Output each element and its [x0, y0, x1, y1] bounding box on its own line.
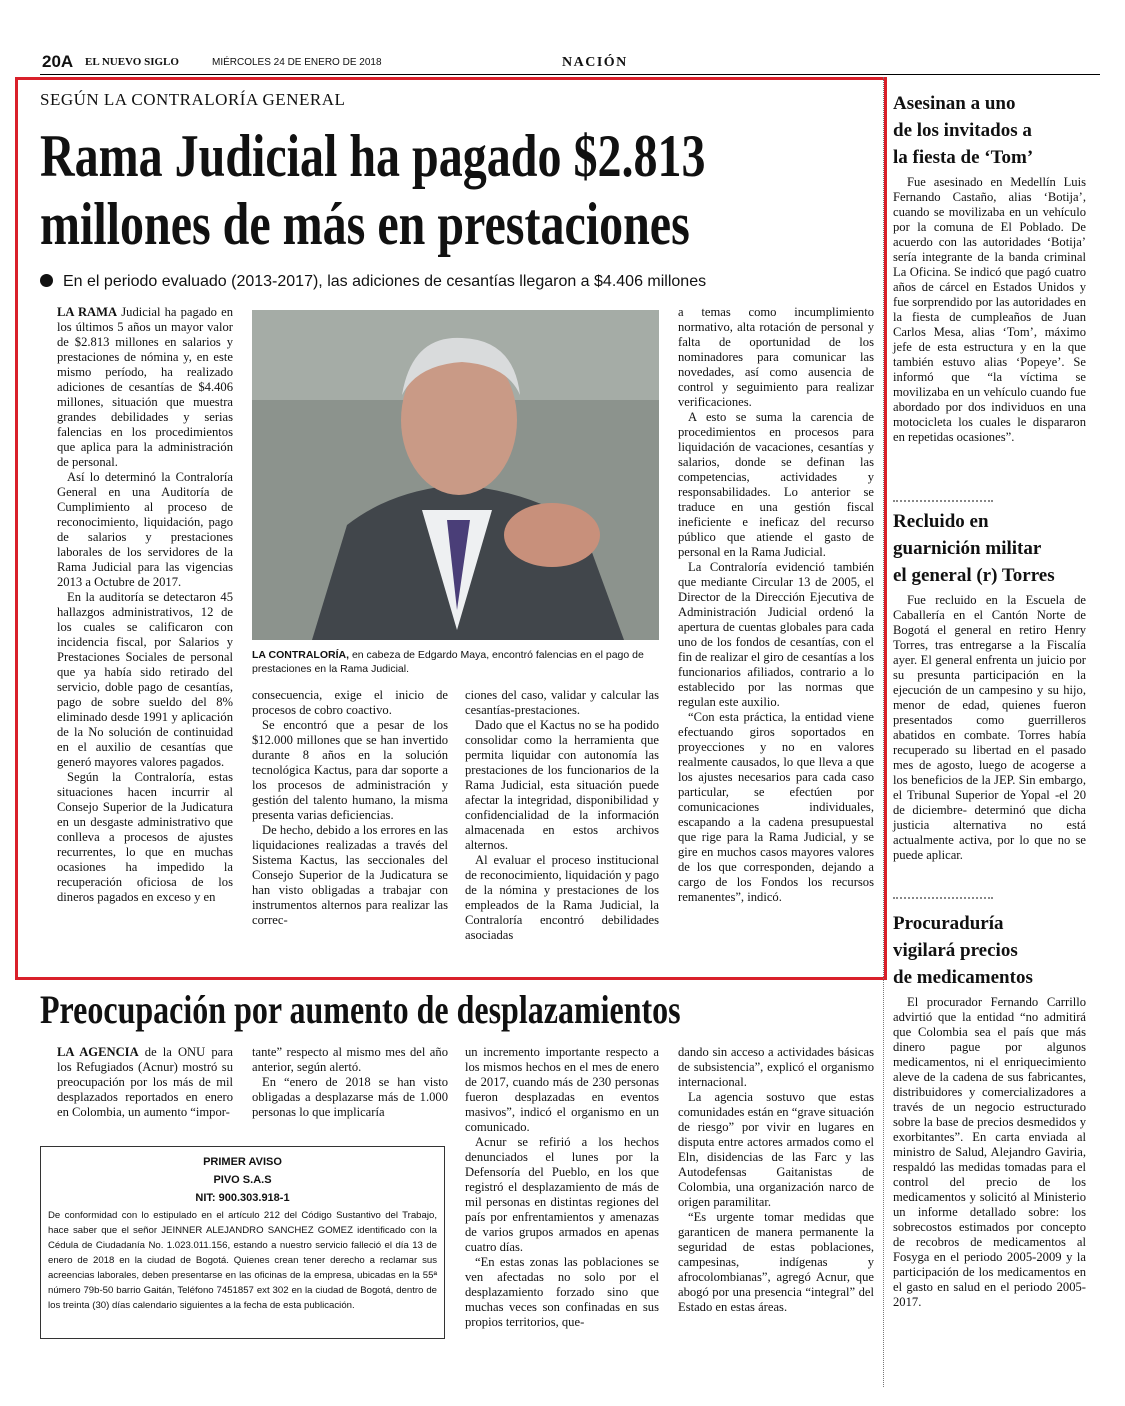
paragraph-text: Judicial ha pagado en los últimos 5 años un mayor valor de $2.813 millones en salarios y prestaciones de nómina y, en este mismo período, ha realizado adiciones de cesantías de $4.406 millones, situación que muestra grandes debilidades y serias falencias en los procedimientos que aplica para la administración de personal.: [57, 305, 233, 469]
paragraph: La agencia sostuvo que estas comunidades están en “grave situación de riesgo” por vivir en lugares en disputa entre actores armados como el Eln, disidencias de las Farc y las Autodefensas Gaitanistas de Colombia, una organización narco de origen paramilitar.: [678, 1090, 874, 1209]
paragraph: consecuencia, exige el inicio de procesos de cobro coactivo.: [252, 688, 448, 717]
brief-body: Fue asesinado en Medellín Luis Fernando Castaño, alias ‘Botija’, cuando se movilizaba en un vehículo por la comuna de El Poblado. De acuerdo con las autoridades ‘Botija’ sería integrante de la banda criminal La Oficina. Se indicó que pagó cuatro años de cárcel en Estados Unidos y fue sorprendido por las autoridades en la fiesta de cumpleaños de Juan Carlos Mesa, alias ‘Tom’, máximo jefe de esta estructura y en la que también estuvo alias ‘Popeye’. Se informó que “la víctima se movilizaba en un vehículo cuando fue abordado por dos individuos en una motocicleta los cuales le dispararon en repetidas ocasiones”.: [893, 175, 1086, 444]
subhead-text: En el periodo evaluado (2013-2017), las adiciones de cesantías llegaron a $4.406 millones: [63, 273, 707, 290]
subhead: [40, 273, 706, 291]
paragraph: Al evaluar el proceso institucional de reconocimiento, liquidación y pago de la nómina y prestaciones de los empleados de la Rama Judicial, la Contraloría encontró debilidades asociadas: [465, 853, 659, 942]
paragraph: [57, 305, 233, 470]
brief-title-line: el general (r) Torres: [893, 565, 1055, 586]
paragraph: Se encontró que a pesar de los $12.000 millones que se han invertido durante 8 años en la solución tecnológica Kactus, para dar soporte a los procesos de administración y gestión del talento humano, la misma presenta varias deficiencias.: [252, 718, 448, 822]
paragraph: Según la Contraloría, estas situaciones hacen incurrir al Consejo Superior de la Judicatura en un desgaste administrativo que conlleva a procesos de ajustes recurrentes, lo que en muchas ocasiones ha impedido la recuperación oficiosa de los dineros pagados en exceso y en: [57, 770, 233, 904]
main-col-4: [678, 305, 874, 905]
paragraph: “En estas zonas las poblaciones se ven afectadas no solo por el desplazamiento forzado sino que muchas veces son confinadas en sus propios territorios, que-: [465, 1255, 659, 1329]
main-col-3: [465, 688, 659, 943]
brief-title-line: de los invitados a: [893, 120, 1032, 141]
paragraph: dando sin acceso a actividades básicas de subsistencia”, explicó el organismo internacional.: [678, 1045, 874, 1089]
paragraph: [57, 1045, 233, 1120]
page-header: [40, 52, 1100, 75]
paragraph: “Es urgente tomar medidas que garanticen de manera permanente la seguridad de estas poblaciones, campesinas, indígenas y afrocolombianas”, agregó Acnur, que abogó por una presencia “integral” del Estado en estas áreas.: [678, 1210, 874, 1314]
paragraph: Dado que el Kactus no se ha podido consolidar como la herramienta que permita liquidar con autonomía las prestaciones de los funcionarios de la Rama Judicial, esta situación puede afectar la integridad, disponibilidad y confidencialidad de la información almacenada en estos archivos alternos.: [465, 718, 659, 852]
brief-asesinan: [893, 90, 1086, 445]
sidebar-rule: [883, 77, 884, 1387]
page-number: 20A: [42, 52, 74, 71]
headline: [40, 122, 705, 258]
brief-divider: [893, 897, 993, 899]
notice-nit: NIT: 900.303.918-1: [195, 1192, 290, 1204]
brief-title-line: vigilará precios: [893, 940, 1018, 961]
paragraph: “Con esta práctica, la entidad viene efectuando giros soportados en proyecciones y no en valores realmente causados, lo que lleva a que los ajustes necesarios para cada caso particular, se efectúen por comunicaciones individuales, escapando a la cadena presupuestal que rige para la Rama Judicial, y se gire en muchos casos mayores valores de los que corresponden, dejando a cargo de los Fondos los recursos remanentes”, indicó.: [678, 710, 874, 904]
notice-body: De conformidad con lo estipulado en el artículo 212 del Código Sustantivo del Trabajo, hace saber que el señor JEINNER ALEJANDRO SANCHEZ GOMEZ identificado con la Cédula de Ciudadanía No. 1.023.011.156, estando a nuestro servicio falleció el día 13 de enero de 2018 en la ciudad de Bogotá. Quienes crean tener derecho a reclamar sus acreencias laborales, deben presentarse en las oficinas de la empresa, ubicadas en la 55ª número 79b-50 barrio Gaitán, Teléfono 7451857 ext 302 en la ciudad de Bogotá, dentro de los treinta (30) días calendario siguientes a la fecha de esta publicación.: [48, 1210, 437, 1311]
photo: [252, 310, 659, 640]
brief-title-line: guarnición militar: [893, 538, 1042, 559]
brief-title-line: Procuraduría: [893, 913, 1004, 934]
section-name: NACIÓN: [562, 55, 628, 70]
brief-title-line: Recluido en: [893, 511, 989, 532]
caption-text: en cabeza de Edgardo Maya, encontró falencias en el pago de prestaciones en la Rama Judicial.: [252, 649, 644, 675]
paragraph: En la auditoría se detectaron 45 hallazgos administrativos, 12 de los cuales se calificaron con incidencia fiscal, por Salarios y Prestaciones Sociales de personal que ya había sido retirado del servicio, doble pago de cesantías, pago de sobre sueldo del 8% eliminado desde 1991 y aplicación de la No solución de continuidad en el auxilio de cesantías que generó mayores valores pagados.: [57, 590, 233, 769]
issue-date: MIÉRCOLES 24 DE ENERO DE 2018: [212, 57, 382, 68]
brief-body: Fue recluido en la Escuela de Caballería en el Cantón Norte de Bogotá el general en retiro Henry Torres, tras entregarse a la Fiscalía ayer. El general enfrenta un juicio por su presunta participación en la ejecución de un campesino y su hijo, menor de edad, quienes fueron presentados como guerrilleros abatidos en combate. Torres había recuperado su libertad en el pasado mes de agosto, luego de acogerse a los beneficios de la JEP. Sin embargo, el Tribunal Superior de Yopal -el 20 de diciembre- determinó que dicha justicia alternativa no está actualmente activa, por lo que no se puede aplicar.: [893, 593, 1086, 862]
second-headline: Preocupación por aumento de desplazamientos: [40, 987, 681, 1032]
brief-recluido: [893, 508, 1086, 863]
paragraph: Acnur se refirió a los hechos denunciados el lunes por la Defensoría del Pueblo, en los que registró el desplazamiento de más de mil personas en distintas regiones del país por enfrentamientos y amenazas de varios grupos armados en apenas cuatro días.: [465, 1135, 659, 1254]
paragraph: De hecho, debido a los errores en las liquidaciones realizadas a través del Sistema Kactus, las seccionales del Consejo Superior de la Judicatura se han visto obligadas a trabajar con instrumentos alternos para realizar las correc-: [252, 823, 448, 927]
notice-title: PRIMER AVISO: [203, 1156, 282, 1168]
paper-name: EL NUEVO SIGLO: [85, 56, 179, 68]
brief-title: [893, 90, 1086, 171]
paragraph: un incremento importante respecto a los mismos hechos en el mes de enero de 2017, cuando más de 230 personas fueron desplazadas en eventos masivos”, indicó el organismo en un comunicado.: [465, 1045, 659, 1134]
caption-lead: LA CONTRALORÍA,: [252, 649, 350, 661]
brief-procuraduria: [893, 910, 1086, 1310]
brief-title: [893, 508, 1086, 589]
second-col-3: [465, 1045, 659, 1330]
brief-title-line: la fiesta de ‘Tom’: [893, 147, 1034, 168]
legal-notice: [40, 1146, 445, 1339]
main-col-2: [252, 688, 448, 928]
main-col-1: [57, 305, 233, 905]
brief-title-line: Asesinan a uno: [893, 93, 1016, 114]
lead-caps: LA RAMA: [57, 305, 118, 319]
kicker: SEGÚN LA CONTRALORÍA GENERAL: [40, 90, 346, 109]
lead-caps: LA AGENCIA: [57, 1045, 139, 1059]
paragraph: ciones del caso, validar y calcular las cesantías-prestaciones.: [465, 688, 659, 717]
bullet-icon: [40, 274, 53, 287]
second-col-4: [678, 1045, 874, 1315]
paragraph: La Contraloría evidenció también que mediante Circular 13 de 2005, el Director de la Dirección Ejecutiva de Administración Judicial ordenó la apertura de cuentas globales para cada uno de los fondos de cesantías, con el fin de realizar el giro de cesantías a los funcionarios afiliados, contrario a lo establecido por las normas que regulan este auxilio.: [678, 560, 874, 709]
paragraph: En “enero de 2018 se han visto obligadas a desplazarse más de 1.000 personas lo que implicaría: [252, 1075, 448, 1119]
notice-company: PIVO S.A.S: [213, 1174, 272, 1186]
brief-title-line: de medicamentos: [893, 967, 1033, 988]
paragraph: Así lo determinó la Contraloría General en una Auditoría de Cumplimiento al proceso de reconocimiento, liquidación, pago de salarios y prestaciones laborales de los servidores de la Rama Judicial para las vigencias 2013 a Octubre de 2017.: [57, 470, 233, 589]
headline-line-2: millones de más en prestaciones: [40, 191, 690, 257]
brief-title: [893, 910, 1086, 991]
paragraph: A esto se suma la carencia de procedimientos en procesos para liquidación de vacaciones, cesantías y salarios, donde se definan las competencias, actividades y responsabilidades. Lo anterior se traduce en una gestión fiscal ineficiente e ineficaz del recurso público que atiende el gasto de personal en la Rama Judicial.: [678, 410, 874, 559]
person-illustration: [252, 310, 659, 640]
brief-body: El procurador Fernando Carrillo advirtió que la entidad “no admitirá que Colombia sea el país que más dinero pague por algunos medicamentos, ni el enriquecimiento aleve de la cadena de sus fabricantes, distribuidores y comercializadores a través de un negocio estructurado sobre la base de precios desmedidos y exorbitantes”. En carta enviada al ministro de Salud, Alejandro Gaviria, respaldó las medidas tomadas para el control del precio de los medicamentos y solicitó al Ministerio un informe detallado sobre: los sobrecostos estimados por concepto de recobros de medicamentos al Fosyga en el periodo 2005-2009 y la participación de los medicamentos en el gasto en salud en el periodo 2005-2017.: [893, 995, 1086, 1309]
paragraph: a temas como incumplimiento normativo, alta rotación de personal y falta de oportunidad de los nominadores para comunicar las novedades, así como ausencia de control y seguimiento para realizar verificaciones.: [678, 305, 874, 409]
second-col-2: [252, 1045, 448, 1120]
brief-divider: [893, 500, 993, 502]
second-col-1: [57, 1045, 233, 1120]
headline-line-1: Rama Judicial ha pagado $2.813: [40, 123, 706, 189]
paragraph: tante” respecto al mismo mes del año anterior, según alertó.: [252, 1045, 448, 1074]
paragraph-text: de la ONU para los Refugiados (Acnur) mostró su preocupación por los más de mil desplazados reportados en enero en Colombia, un aumento “impor-: [57, 1045, 233, 1119]
photo-caption: [252, 648, 659, 676]
